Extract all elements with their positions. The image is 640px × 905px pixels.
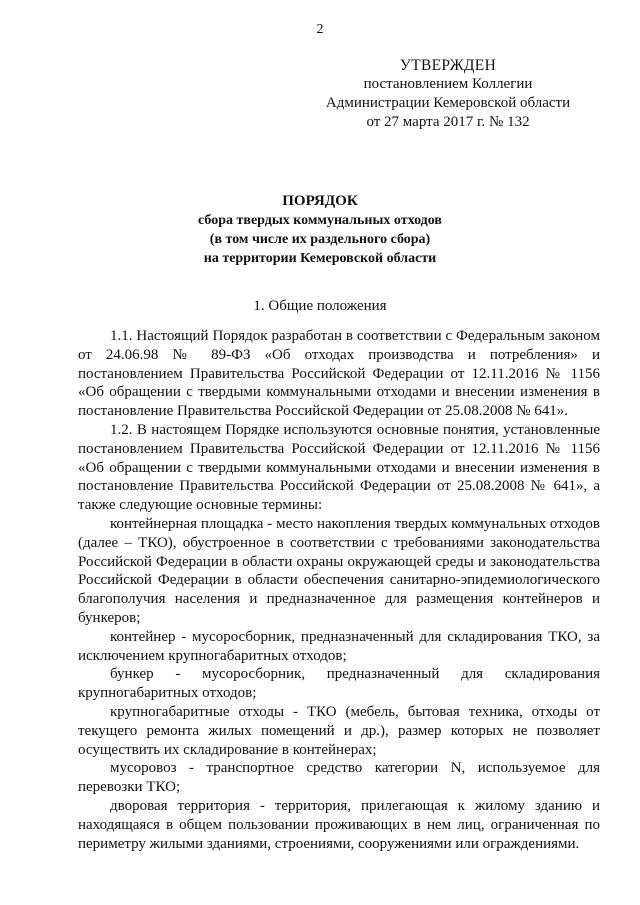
document-body [78, 318, 600, 853]
title-line: ПОРЯДОК [282, 193, 358, 209]
approval-line: постановлением Коллегии [363, 76, 533, 92]
approval-block [300, 56, 596, 132]
paragraph: 1.2. В настоящем Порядке используются основные понятия, установленные постановлением Правительства Российской Федерации от 12.11.2016 № 1156 «Об обращении с твердыми коммунальными отходами и внесении изменения в постановление Правительства Российской Федерации от 25.08.2008 № 641», а также следующие основные термины: [78, 421, 600, 514]
paragraph: дворовая территория - территория, прилегающая к жилому зданию и находящаяся в общем пользовании проживающих в нем лиц, ограниченная по периметру жилыми зданиями, строениями, сооружениями или ограждениями. [78, 797, 600, 852]
paragraph: крупногабаритные отходы - ТКО (мебель, бытовая техника, отходы от текущего ремонта жилых помещений и др.), размер которых не позволяет осуществить их складирование в контейнерах; [78, 703, 600, 758]
paragraph: 1.1. Настоящий Порядок разработан в соответствии с Федеральным законом от 24.06.98 № 89-ФЗ «Об отходах производства и потребления» и постановлением Правительства Российской Федерации от 12.11.2016 № 1156 «Об обращении с твердыми коммунальными отходами и внесении изменения в постановление Правительства Российской Федерации от 25.08.2008 № 641». [78, 328, 600, 420]
paragraph: контейнерная площадка - место накопления твердых коммунальных отходов (далее – ТКО), обустроенное в соответствии с требованиями законодательства Российской Федерации в области охраны окружающей среды и законодательства Российской Федерации в области обеспечения санитарно-эпидемиологического благополучия населения и предназначенное для размещения контейнеров и бункеров; [78, 515, 600, 626]
paragraph: контейнер - мусоросборник, предназначенный для складирования ТКО, за исключением крупногабаритных отходов; [78, 628, 600, 664]
page-number: 2 [316, 22, 324, 37]
approval-date: от 27 марта 2017 г. № 132 [366, 114, 530, 130]
title-line: (в том числе их раздельного сбора) [209, 232, 431, 247]
title-line: на территории Кемеровской области [203, 251, 437, 266]
title-line: сбора твердых коммунальных отходов [198, 213, 442, 228]
paragraph: бункер - мусоросборник, предназначенный для складирования крупногабаритных отходов; [78, 666, 600, 702]
paragraph: мусоровоз - транспортное средство категории N, используемое для перевозки ТКО; [78, 760, 600, 796]
approval-heading: УТВЕРЖДЕН [399, 57, 497, 74]
approval-line: Администрации Кемеровской области [325, 95, 571, 111]
document-title [0, 192, 640, 268]
section-heading: 1. Общие положения [253, 298, 387, 314]
